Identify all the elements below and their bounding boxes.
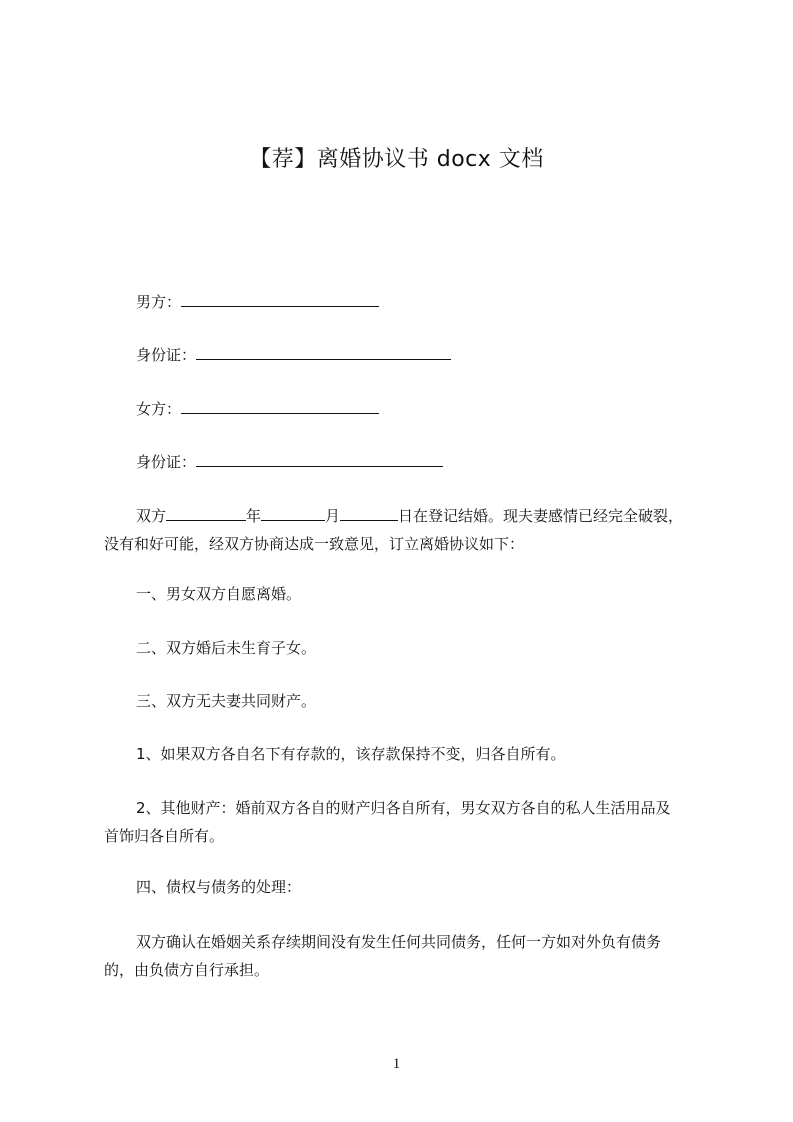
- marriage-prefix: 双方: [136, 507, 167, 525]
- clause-4-body-line-1: 双方确认在婚姻关系存续期间没有发生任何共同债务，任何一方如对外负有债务: [136, 933, 662, 951]
- female-id-blank: [196, 452, 443, 467]
- marriage-line-1: [104, 502, 719, 530]
- day-blank: [340, 506, 398, 521]
- female-id-label: 身份证：: [136, 453, 197, 471]
- marriage-paragraph: [104, 502, 719, 558]
- clause-2: 二、双方婚后未生育子女。: [136, 639, 317, 657]
- year-blank: [166, 506, 246, 521]
- female-id-field: [136, 452, 443, 472]
- page-number: 1: [392, 1056, 401, 1072]
- clause-3-2-line-2: 首饰归各自所有。: [104, 827, 225, 845]
- female-label: 女方：: [136, 400, 182, 418]
- clause-3-2-line-1: 2、其他财产：婚前双方各自的财产归各自所有，男女双方各自的私人生活用品及: [136, 799, 671, 817]
- male-label: 男方：: [136, 293, 182, 311]
- male-field: [136, 292, 379, 312]
- marriage-line-2: 没有和好可能，经双方协商达成一致意见，订立离婚协议如下：: [104, 535, 525, 553]
- clause-4-body-line-2: 的，由负债方自行承担。: [104, 961, 270, 979]
- clause-1: 一、男女双方自愿离婚。: [136, 585, 302, 603]
- clause-4-body: [104, 928, 719, 984]
- male-id-blank: [196, 345, 451, 360]
- female-blank: [181, 399, 379, 414]
- document-title: 【荐】离婚协议书 docx 文档: [249, 147, 544, 172]
- clause-3: 三、双方无夫妻共同财产。: [136, 692, 317, 710]
- male-id-field: [136, 345, 451, 365]
- clause-4: 四、债权与债务的处理：: [136, 878, 302, 896]
- male-id-label: 身份证：: [136, 346, 197, 364]
- year-label: 年: [246, 507, 262, 525]
- female-field: [136, 399, 379, 419]
- marriage-day-suffix: 日在登记结婚。现夫妻感情已经完全破裂，: [398, 507, 684, 525]
- clause-3-1: 1、如果双方各自名下有存款的，该存款保持不变，归各自所有。: [136, 745, 566, 763]
- month-label: 月: [325, 507, 341, 525]
- month-blank: [261, 506, 325, 521]
- male-blank: [181, 292, 379, 307]
- clause-3-2: [104, 794, 719, 850]
